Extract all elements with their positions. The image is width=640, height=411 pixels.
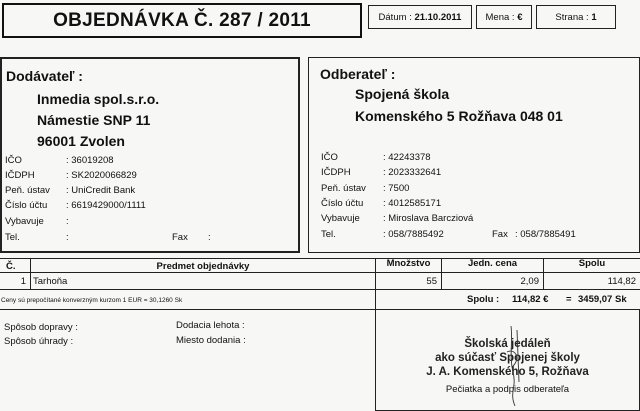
sum-label: Spolu : [467, 294, 500, 305]
supplier-name: Inmedia spol.s.r.o. [37, 91, 160, 107]
page-value: 1 [591, 12, 597, 23]
page-box [536, 5, 616, 29]
buyer-icdph-label: IČDPH [321, 167, 351, 178]
supplier-account-value: : 6619429000/1111 [66, 200, 146, 211]
supplier-tel-value: : [66, 232, 69, 243]
buyer-tel-value: : 058/7885492 [383, 229, 444, 240]
buyer-tel-label: Tel. [321, 229, 336, 240]
currency-label: Mena : [485, 12, 515, 23]
date-box [368, 5, 472, 29]
sum-equals: = [566, 294, 572, 305]
supplier-box [0, 57, 300, 253]
sum-sk: 3459,07 Sk [578, 294, 627, 305]
supplier-account-label: Číslo účtu [5, 200, 48, 211]
supplier-icdph-value: : SK2020066829 [66, 170, 137, 181]
signature-caption: Pečiatka a podpis odberateľa [445, 384, 570, 395]
row-qty: 55 [426, 276, 437, 287]
buyer-address: Komenského 5 Rožňava 048 01 [355, 108, 563, 124]
row-total: 114,82 [607, 276, 636, 287]
col-header-total: Spolu [578, 258, 606, 269]
currency-value: € [517, 12, 523, 23]
buyer-bank-label: Peň. ústav [321, 183, 366, 194]
delivery-place-label: Miesto dodania : [176, 335, 246, 346]
page-label: Strana : [555, 12, 589, 23]
supplier-ico-label: IČO [5, 155, 22, 166]
transport-label: Spôsob dopravy : [4, 322, 78, 333]
row-item: Tarhoňa [33, 276, 68, 287]
supplier-bank-label: Peň. ústav [5, 185, 50, 196]
buyer-account-label: Číslo účtu [321, 198, 364, 209]
row-no: 1 [20, 276, 26, 287]
supplier-tel-label: Tel. [5, 232, 20, 243]
date-value: 21.10.2011 [414, 12, 462, 23]
row-unit-price: 2,09 [520, 276, 539, 287]
supplier-fax-label: Fax [172, 232, 188, 243]
buyer-fax-value: : 058/7885491 [515, 229, 576, 240]
buyer-heading: Odberateľ : [320, 66, 396, 82]
buyer-ico-label: IČO [321, 152, 338, 163]
currency-box [476, 5, 532, 29]
supplier-street: Námestie SNP 11 [37, 112, 151, 128]
date-label: Dátum : [378, 12, 412, 23]
supplier-icdph-label: IČDPH [5, 170, 35, 181]
col-header-qty: Množstvo [386, 258, 431, 269]
buyer-bank-value: : 7500 [383, 183, 410, 194]
buyer-account-value: : 4012585171 [383, 198, 442, 209]
signature-scribble [495, 322, 535, 410]
supplier-bank-value: : UniCredit Bank [66, 185, 136, 196]
supplier-city: 96001 Zvolen [37, 133, 125, 149]
supplier-fax-value: : [208, 232, 211, 243]
stamp-line-2: ako súčasť Spojenej školy [435, 352, 580, 364]
col-header-item: Predmet objednávky [156, 261, 250, 272]
col-header-no: Č. [6, 261, 16, 272]
conversion-note: Ceny sú prepočítané konverzným kurzom 1 EUR = 30,1260 Sk [1, 297, 183, 304]
sum-eur: 114,82 € [512, 294, 549, 305]
buyer-icdph-value: : 2023332641 [383, 167, 442, 178]
buyer-handler-value: : Miroslava Barcziová [383, 213, 474, 224]
buyer-name: Spojená škola [355, 86, 450, 102]
table-row-line [0, 289, 640, 290]
payment-label: Spôsob úhrady : [4, 336, 74, 347]
stamp-line-3: J. A. Komenského 5, Rožňava [426, 366, 589, 378]
supplier-handler-label: Vybavuje [5, 216, 44, 227]
stamp-line-1: Školská jedáleň [464, 338, 551, 350]
buyer-ico-value: : 42243378 [383, 152, 431, 163]
col-header-unit-price: Jedn. cena [467, 258, 518, 269]
buyer-handler-label: Vybavuje [321, 213, 360, 224]
supplier-heading: Dodávateľ : [6, 68, 83, 84]
buyer-fax-label: Fax [492, 229, 508, 240]
order-title: OBJEDNÁVKA Č. 287 / 2011 [53, 10, 311, 31]
delivery-term-label: Dodacia lehota : [176, 320, 245, 331]
order-title-box [2, 3, 362, 38]
table-header-line [0, 272, 640, 273]
supplier-handler-value: : [66, 216, 69, 227]
supplier-ico-value: : 36019208 [66, 155, 114, 166]
